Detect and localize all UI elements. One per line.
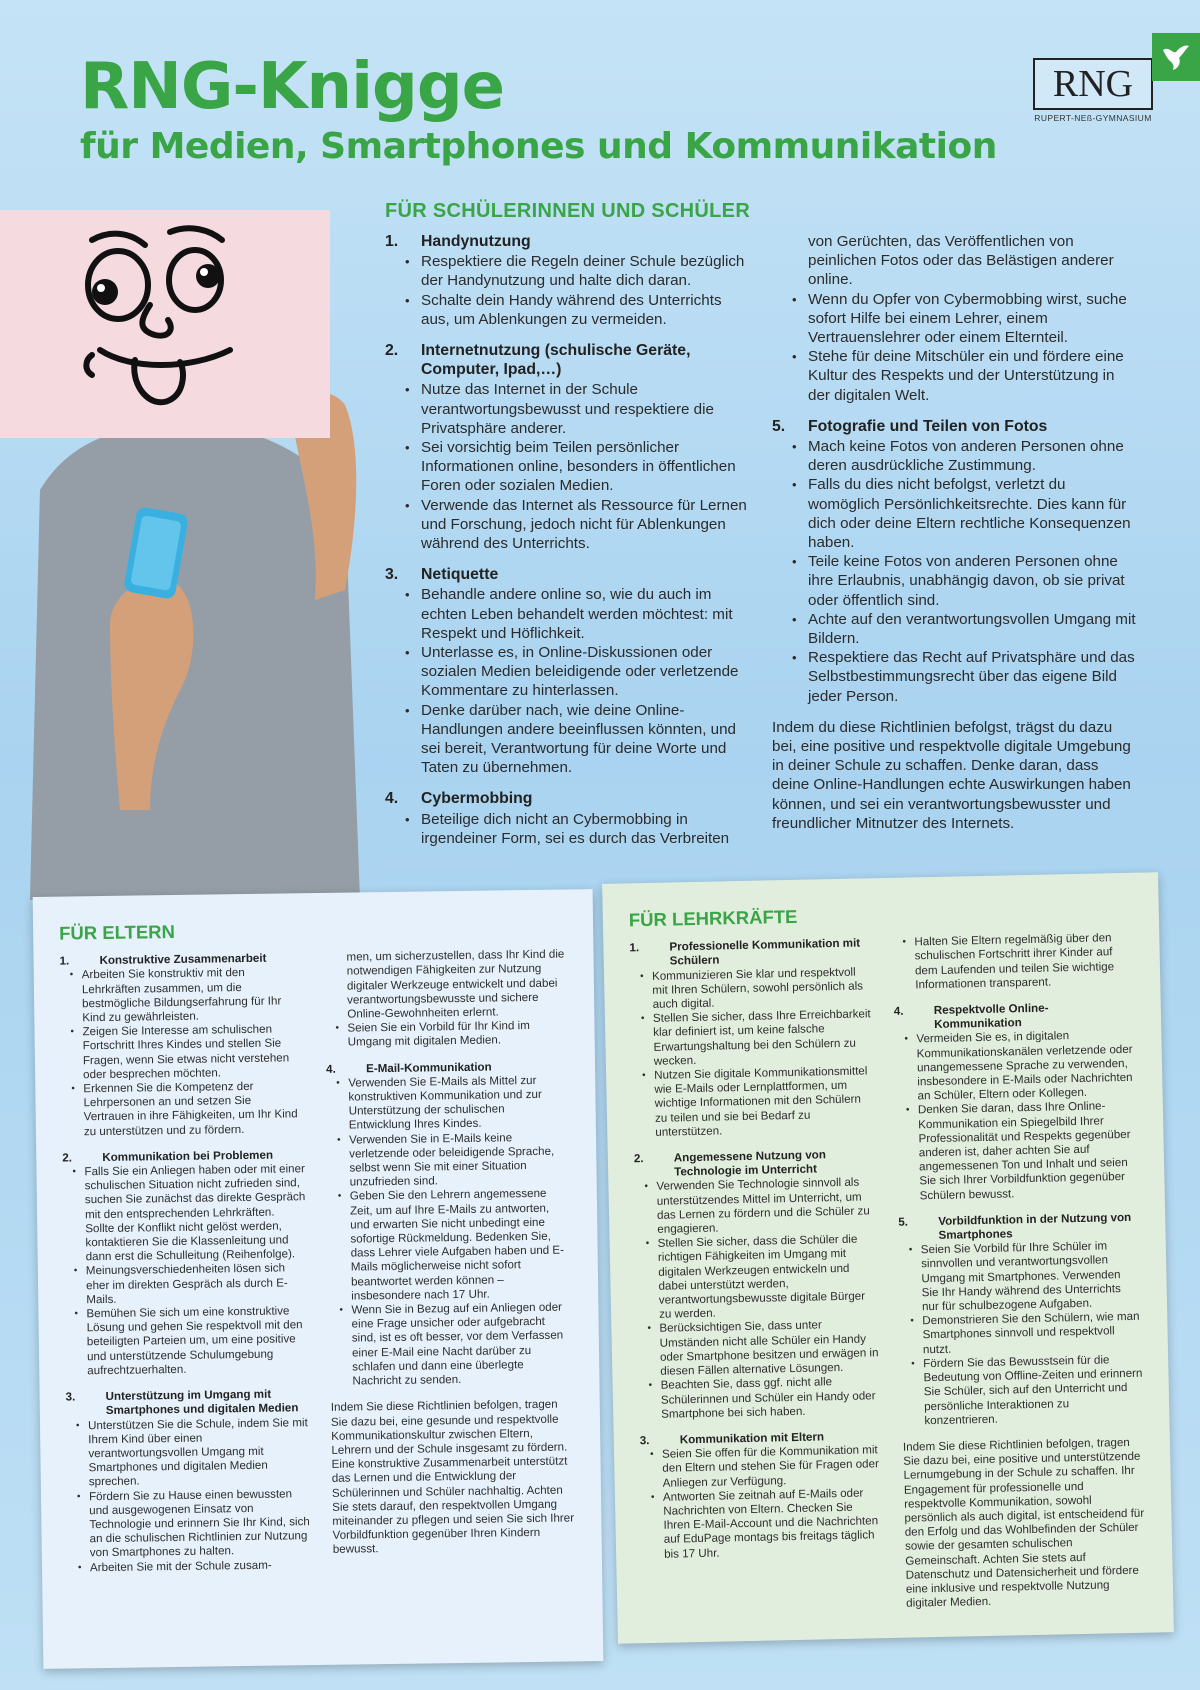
section-number: 5. xyxy=(898,1215,909,1229)
students-section-4 xyxy=(385,789,750,848)
list-item: • Erkennen Sie die Kompetenz der Lehrpersonen an und setzen Sie Vertrauen in ihre Fähigkeiten, um Ihr Kind zu unterstützen und zu fördern. xyxy=(83,1079,305,1139)
section-number: 1. xyxy=(629,941,640,955)
list-item: • Denke darüber nach, wie deine Online-Handlungen andere beeinflussen könnten, und sei bereit, Verantwortung für deine Worte und Taten zu übernehmen. xyxy=(421,701,750,778)
list-item: • Wenn Sie in Bezug auf ein Anliegen oder eine Frage unsicher oder aufgebracht sind, ist es oft besser, vor dem Verfassen einer E-Mail eine Nacht darüber zu schlafen und dann eine überlegte Nachricht zu senden. xyxy=(351,1301,573,1389)
page-header xyxy=(80,50,997,170)
teachers-column-1 xyxy=(629,937,884,1617)
list-item: • Zeigen Sie Interesse am schulischen Fortschritt Ihres Kindes und stellen Sie Fragen, wenn Sie etwas nicht verstehen oder besprechen möchten. xyxy=(82,1022,304,1082)
parents-section-1 xyxy=(59,951,305,1139)
list-item: • Verwenden Sie E-Mails als Mittel zur konstruktiven Kommunikation und zur Unterstützung der schulischen Entwicklung Ihres Kindes. xyxy=(348,1073,570,1133)
section-number: 1. xyxy=(59,954,70,968)
section-number: 1. xyxy=(385,233,399,250)
eagle-emblem-icon xyxy=(1152,33,1200,81)
list-item: • Seien Sie Vorbild für Ihre Schüler im sinnvollen und verantwortungsvollen Umgang mit Smartphones. Verwenden Sie Ihr Handy während des Unterrichts nur für schulbezogene Aufgaben. xyxy=(921,1239,1141,1315)
students-section-1 xyxy=(385,232,750,329)
list-item: • Unterlasse es, in Online-Diskussionen oder sozialen Medien beleidigende oder verletzende Kommentare zu hinterlassen. xyxy=(421,643,750,701)
list-item: • Bemühen Sie sich um eine konstruktive Lösung und gehen Sie respektvoll mit den beteiligten Parteien um, um eine positive und unterstützende Schulumgebung aufrechtzuerhalten. xyxy=(86,1304,308,1378)
section-title: Handynutzung xyxy=(421,233,531,250)
list-item: • Teile keine Fotos von anderen Personen ohne ihre Erlaubnis, unabhängig davon, ob sie privat oder öffentlich sind. xyxy=(808,552,1137,610)
parents-section-3-continued xyxy=(324,948,568,1051)
list-item: • Stellen Sie sicher, dass die Schüler die richtigen Fähigkeiten im Umgang mit digitalen Werkzeugen entwickeln und dabei unterstützt werden, verantwortungsbewusste digitale Bürger zu werden. xyxy=(658,1233,879,1323)
parents-closing: Indem Sie diese Richtlinien befolgen, tragen Sie dazu bei, eine gesunde und respektvolle Kommunikationskultur zwischen Eltern, Lehrern und der Schule insgesamt zu fördern. Eine konstruktive Zusammenarbeit unterstützt das Lernen und die Entwicklung der Schülerinnen und Schüler nachhaltig. Achten Sie stets darauf, den respektvollen Umgang miteinander zu pflegen und seien Sie sich Ihrer Vorbildfunktion gegenüber Ihren Kindern bewusst. xyxy=(330,1397,575,1557)
section-title: E-Mail-Kommunikation xyxy=(365,1060,492,1075)
section-number: 3. xyxy=(385,566,399,584)
teachers-card xyxy=(602,872,1174,1643)
teachers-section-1 xyxy=(629,937,874,1141)
parents-column-1 xyxy=(59,951,311,1587)
parents-column-2 xyxy=(324,948,576,1584)
list-item: • Arbeiten Sie mit der Schule zusam- xyxy=(90,1558,311,1575)
section-number: 5. xyxy=(772,417,786,435)
section-title: Kommunikation bei Problemen xyxy=(102,1148,274,1164)
list-item: • Schalte dein Handy während des Unterrichts aus, um Ablenkungen zu vermeiden. xyxy=(421,291,750,329)
list-item-continued: men, um sicherzustellen, dass Ihr Kind die notwendigen Fähigkeiten zur Nutzung digitaler Werkzeuge entwickelt und dabei verantwortungsbewusste und sichere Online-Gewohnheiten erlernt. xyxy=(346,947,565,1021)
logo-text: RNG xyxy=(1033,58,1153,110)
list-item: • Falls Sie ein Anliegen haben oder mit einer schulischen Situation nicht zufrieden sind, suchen Sie zunächst das direkte Gespräch mit den entsprechenden Lehrkräften. Sollte der Konflikt nicht gelöst werden, kontaktieren Sie die Klassenleitung und dann erst die Schulleitung (Reihenfolge). xyxy=(84,1162,306,1264)
list-item: • Behandle andere online so, wie du auch im echten Leben behandelt werden möchtest: mit Respekt und Höflichkeit. xyxy=(421,585,750,643)
list-item: • Geben Sie den Lehrern angemessene Zeit, um auf Ihre E-Mails zu antworten, und erwarten Sie nicht unbedingt eine sofortige Rückmeldung. Bedenken Sie, dass Lehrer viele Aufgaben haben und E-Mails möglicherweise nicht sofort beantwortet werden können – insbesondere nach 17 Uhr. xyxy=(350,1187,573,1304)
list-item: • Sei vorsichtig beim Teilen persönlicher Informationen online, besonders in öffentlichen Foren oder sozialen Medien. xyxy=(421,438,750,496)
teachers-section-4 xyxy=(894,1000,1139,1204)
parents-section-2 xyxy=(62,1148,308,1379)
students-heading: FÜR SCHÜLERINNEN UND SCHÜLER xyxy=(385,200,751,222)
section-number: 3. xyxy=(65,1390,76,1404)
list-item: • Unterstützen Sie die Schule, indem Sie mit Ihrem Kind über einen verantwortungsvollen Umgang mit Smartphones und digitalen Medien sprechen. xyxy=(88,1416,310,1490)
section-number: 4. xyxy=(325,1062,336,1076)
list-item: • Denken Sie daran, dass Ihre Online-Kommunikation ein Spiegelbild Ihrer Professionalität und Respekts gegenüber anderen ist, daher achten Sie auf angemessenen Ton und Inhalt und seien Sie sich Ihrer Vorbildfunktion gegenüber Schülern bewusst. xyxy=(918,1099,1139,1203)
section-number: 4. xyxy=(893,1004,904,1018)
teachers-section-5 xyxy=(898,1211,1143,1429)
list-item: • Seien Sie ein Vorbild für Ihr Kind im Umgang mit digitalen Medien. xyxy=(347,1019,568,1050)
list-item: • Falls du dies nicht befolgst, verletzt du womöglich Persönlichkeitsrechte. Dies kann für dich oder deine Eltern rechtliche Konsequenzen haben. xyxy=(808,475,1137,552)
list-item: • Fördern Sie zu Hause einen bewussten und ausgewogenen Einsatz von Technologie und erinnern Sie Ihr Kind, sich an die schulischen Richtlinien zur Nutzung von Smartphones zu halten. xyxy=(89,1487,311,1561)
parents-section-3 xyxy=(66,1387,312,1575)
list-item: • Respektiere die Regeln deiner Schule bezüglich der Handynutzung und halte dich daran. xyxy=(421,252,750,290)
list-item: • Vermeiden Sie es, in digitalen Kommunikationskanälen verletzende oder unangemessene Sprache zu verwenden, insbesondere in E-Mails oder Nachrichten an Schüler, Eltern oder Kollegen. xyxy=(916,1028,1136,1104)
section-title: Professionelle Kommunikation mit Schülern xyxy=(669,936,861,968)
section-title: Fotografie und Teilen von Fotos xyxy=(808,417,1048,435)
teachers-section-2 xyxy=(634,1147,881,1422)
parents-section-4 xyxy=(326,1059,574,1389)
students-section-5 xyxy=(772,417,1137,706)
section-title: Vorbildfunktion in der Nutzung von Smartphones xyxy=(938,1210,1132,1242)
list-item: • Beteilige dich nicht an Cybermobbing in irgendeiner Form, sei es durch das Verbreiten xyxy=(421,810,750,848)
students-section-4-continued xyxy=(772,232,1137,405)
page-subtitle: für Medien, Smartphones und Kommunikation xyxy=(80,126,997,167)
section-title: Respektvolle Online-Kommunikation xyxy=(933,1001,1049,1032)
list-item: • Beachten Sie, dass ggf. nicht alle Schülerinnen und Schüler ein Handy oder Smartphone bei sich haben. xyxy=(660,1375,880,1422)
section-number: 2. xyxy=(62,1151,73,1165)
list-item: • Antworten Sie zeitnah auf E-Mails oder Nachrichten von Eltern. Checken Sie Ihren E-Mail-Account und die Nachrichten auf EduPage montags bis freitags täglich bis 17 Uhr. xyxy=(663,1486,883,1562)
student-photo xyxy=(0,210,400,900)
section-title: Angemessene Nutzung von Technologie im Unterricht xyxy=(673,1148,826,1179)
section-title: Internetnutzung (schulische Geräte, Computer, Ipad,…) xyxy=(421,342,691,379)
list-item: • Meinungsverschiedenheiten lösen sich eher im direkten Gespräch als durch E-Mails. xyxy=(86,1262,308,1308)
teachers-column-2 xyxy=(892,931,1147,1611)
section-number: 2. xyxy=(633,1152,644,1166)
list-item: • Stehe für deine Mitschüler ein und fördere eine Kultur des Respekts und der Unterstützung in der digitalen Welt. xyxy=(808,347,1137,405)
teachers-section-3 xyxy=(640,1429,884,1562)
section-title: Kommunikation mit Eltern xyxy=(679,1430,825,1447)
section-title: Unterstützung im Umgang mit Smartphones und digitalen Medien xyxy=(105,1387,299,1418)
list-item: • Fördern Sie das Bewusstsein für die Bedeutung von Offline-Zeiten und erinnern Sie Schüler, sich auf den Unterricht und persönliche Interaktionen zu konzentrieren. xyxy=(923,1353,1143,1429)
teachers-closing: Indem Sie diese Richtlinien befolgen, tragen Sie dazu bei, eine positive und unterstützende Lernumgebung in der Schule zu schaffen. Ihr Engagement für professionelle und respektvolle Kommunikation, sowohl persönlich als auch digital, ist entscheidend für den Erfolg und das Wohlbefinden der Schüler sowie der gesamten schulischen Gemeinschaft. Achten Sie stets auf Datenschutz und Datensicherheit und fördere eine inklusive und respektvolle Nutzung digitaler Medien. xyxy=(902,1435,1145,1610)
list-item: • Arbeiten Sie konstruktiv mit den Lehrkräften zusammen, um die bestmögliche Bildungserfahrung für Ihr Kind zu gewährleisten. xyxy=(82,966,304,1026)
students-column-1 xyxy=(385,232,750,860)
list-item: • Mach keine Fotos von anderen Personen ohne deren ausdrückliche Zustimmung. xyxy=(808,437,1137,475)
list-item: • Seien Sie offen für die Kommunikation mit den Eltern und stehen Sie für Fragen oder Anliegen zur Verfügung. xyxy=(662,1443,882,1490)
list-item: • Stellen Sie sicher, dass Ihre Erreichbarkeit klar definiert ist, um keine falsche Erwartungshaltung bei den Schülern zu wecken. xyxy=(653,1008,873,1069)
students-section-2 xyxy=(385,341,750,553)
list-item: • Halten Sie Eltern regelmäßig über den schulischen Fortschritt ihrer Kinder auf dem Laufenden und teilen Sie wichtige Informationen transparent. xyxy=(914,931,1134,992)
list-item: • Kommunizieren Sie klar und respektvoll mit Ihren Schülern, sowohl persönlich als auch digital. xyxy=(652,965,872,1012)
parents-heading: FÜR ELTERN xyxy=(58,920,176,944)
section-title: Netiquette xyxy=(421,566,499,584)
page-title: RNG-Knigge xyxy=(80,50,505,124)
list-item: • Respektiere das Recht auf Privatsphäre und das Selbstbestimmungsrecht über das eigene Bild jeder Person. xyxy=(808,648,1137,706)
students-column-2 xyxy=(772,232,1137,833)
list-item: • Verwenden Sie Technologie sinnvoll als unterstützendes Mittel im Unterricht, um das Lernen zu fördern und die Schüler zu engagieren. xyxy=(656,1176,876,1237)
logo-subtext: RUPERT-NEß-GYMNASIUM xyxy=(1034,113,1152,123)
list-item: • Verwende das Internet als Ressource für Lernen und Forschung, jedoch nicht für Ablenkungen während des Unterrichts. xyxy=(421,496,750,554)
list-item-continued: von Gerüchten, das Veröffentlichen von peinlichen Fotos oder das Belästigen anderer online. xyxy=(808,233,1114,289)
section-title: Konstruktive Zusammenarbeit xyxy=(99,951,267,968)
section-number: 3. xyxy=(639,1433,650,1448)
list-item: • Berücksichtigen Sie, dass unter Umständen nicht alle Schüler ein Handy oder Smartphone besitzen und erwägen in diesen Fällen alternative Lösungen. xyxy=(659,1318,879,1379)
list-item: • Verwenden Sie in E-Mails keine verletzende oder beleidigende Sprache, selbst wenn Sie mit einer Situation unzufrieden sind. xyxy=(349,1130,571,1190)
list-item: • Wenn du Opfer von Cybermobbing wirst, suche sofort Hilfe bei einem Lehrer, einem Vertrauenslehrer oder einem Elternteil. xyxy=(808,290,1137,348)
school-logo xyxy=(1033,58,1153,123)
section-number: 4. xyxy=(385,790,399,808)
list-item: • Nutzen Sie digitale Kommunikationsmittel wie E-Mails oder Lernplattformen, um wichtige Informationen mit den Schülern zu teilen und sie bei Bedarf zu unterstützen. xyxy=(654,1064,874,1140)
students-section-3 xyxy=(385,565,750,777)
list-item: • Demonstrieren Sie den Schülern, wie man Smartphones sinnvoll und respektvoll nutzt. xyxy=(922,1310,1142,1357)
section-number: 2. xyxy=(385,342,399,360)
section-title: Cybermobbing xyxy=(421,790,533,808)
parents-card xyxy=(33,889,604,1669)
teachers-section-3-continued xyxy=(892,931,1134,993)
list-item: • Nutze das Internet in der Schule verantwortungsbewusst und respektiere die Privatsphäre anderer. xyxy=(421,380,750,438)
teachers-heading: FÜR LEHRKRÄFTE xyxy=(628,905,798,931)
list-item: • Achte auf den verantwortungsvollen Umgang mit Bildern. xyxy=(808,610,1137,648)
students-closing: Indem du diese Richtlinien befolgst, trägst du dazu bei, eine positive und respektvolle digitale Umgebung in deiner Schule zu schaffen. Denke daran, dass deine Online-Handlungen echte Auswirkungen haben können, und sei ein verantwortungsbewusster und freundlicher Mitnutzer des Internets. xyxy=(772,718,1131,832)
